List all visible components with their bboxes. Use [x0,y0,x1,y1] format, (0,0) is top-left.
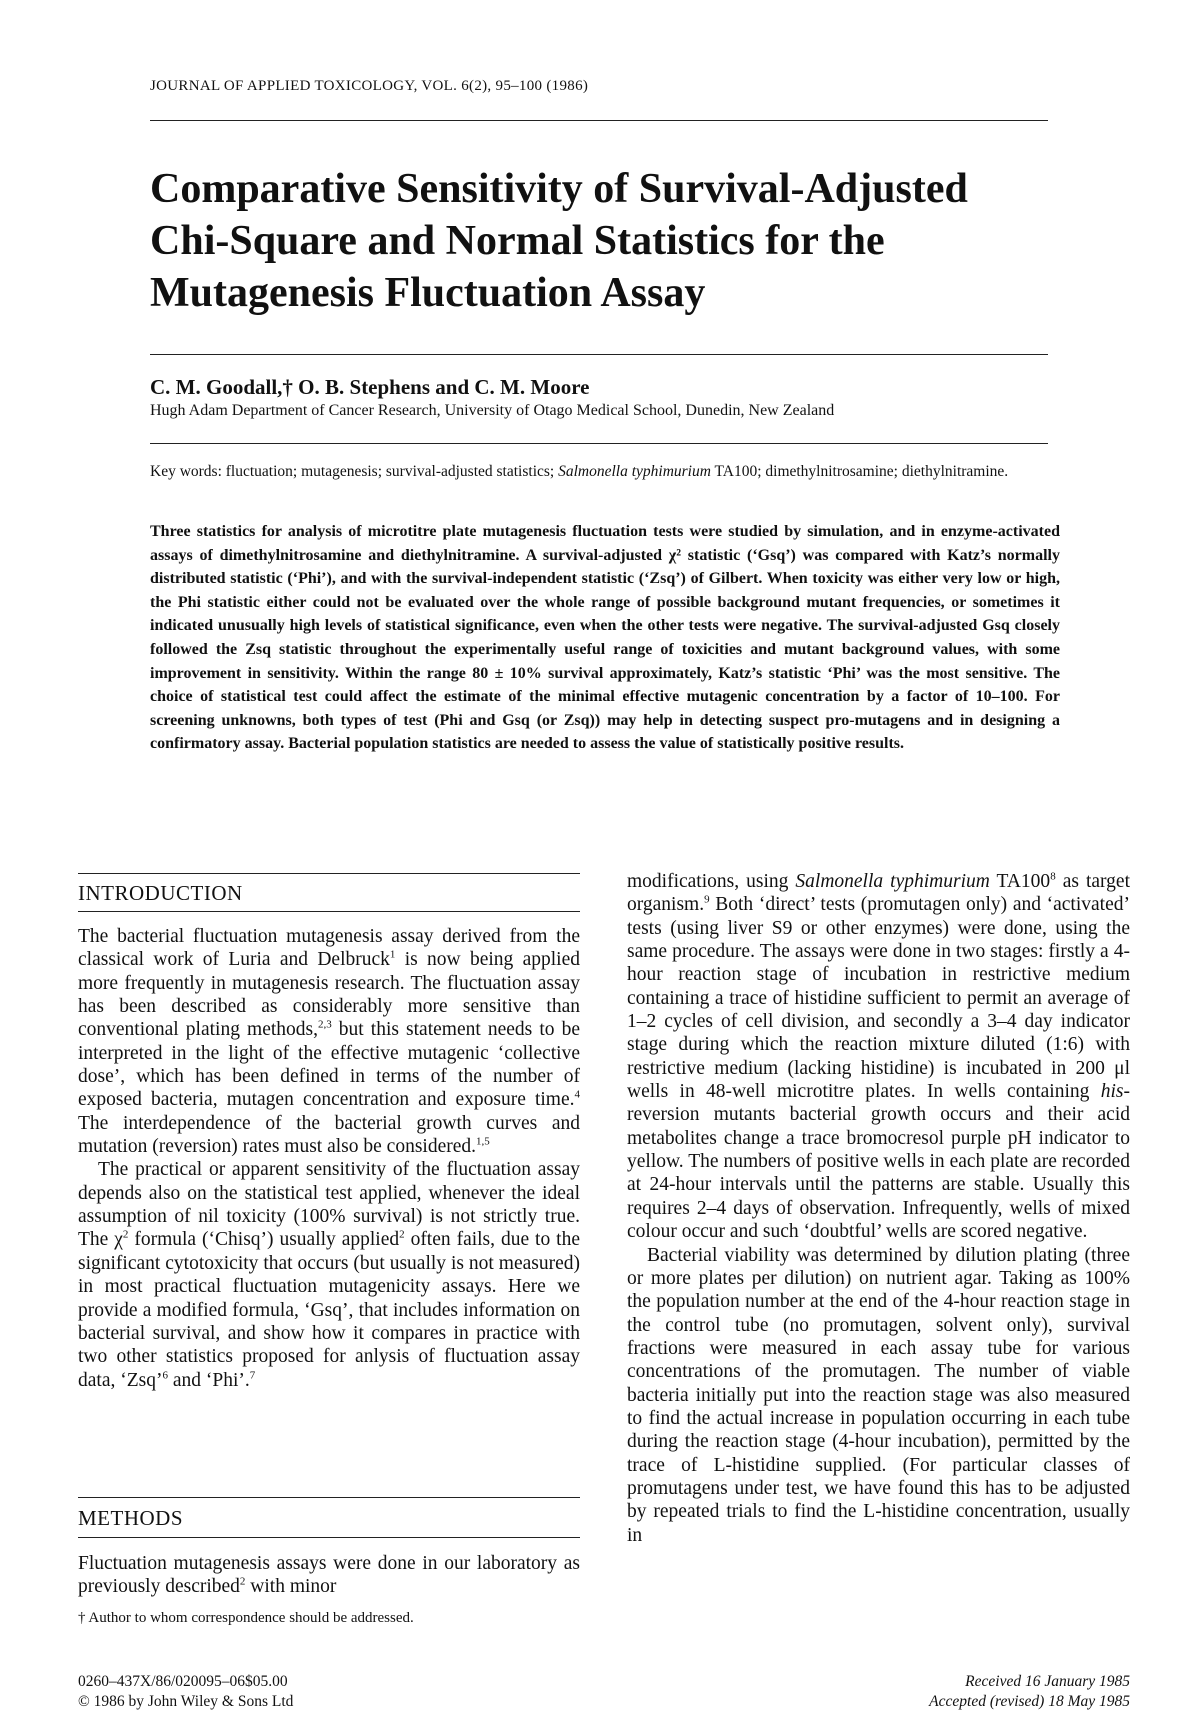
introduction-top-rule [78,873,580,874]
title-rule [150,354,1048,355]
introduction-body [78,925,580,1392]
accepted-date: Accepted (revised) 18 May 1985 [929,1692,1130,1710]
keywords-suffix: TA100; dimethylnitrosamine; diethylnitramine. [710,463,1009,480]
article-title: Comparative Sensitivity of Survival-Adjusted Chi-Square and Normal Statistics for the Mutagenesis Fluctuation Assay [150,166,968,316]
methods-top-rule [78,1497,580,1498]
methods-paragraph-2: modifications, using Salmonella typhimurium $TA100^8$ as target organism.$^9$ Both ‘direct’ tests (promutagen only) and ‘activated’ tests (using liver S9 or other enzymes) were done, using the same procedure. The assays were done in two stages: firstly a 4-hour reaction stage of incubation in restrictive medium containing a trace of histidine sufficient to permit an average of 1–2 cycles of cell division, and secondly a 3–4 day indicator stage during which the reaction mixture diluted (1:6) with restrictive medium (lacking histidine) is incubated in 200 μl wells in 48-well microtitre plates. In wells containing his-reversion mutants bacterial growth occurs and their acid metabolites change a trace bromocresol purple pH indicator to yellow. The numbers of positive wells in each plate are recorded at 24-hour intervals until the patterns are stable. Usually this requires 2–4 days of observation. Infrequently, wells of mixed colour occur and such ‘doubtful’ wells are scored negative. [627,870,1130,1243]
received-date: Received 16 January 1985 [965,1673,1130,1690]
keywords [150,462,1045,481]
methods-paragraph-1: Fluctuation mutagenesis assays were done in our laboratory as previously described$^2$ with minor [78,1553,580,1598]
methods-heading: METHODS [78,1506,184,1530]
correspondence-footnote: † Author to whom correspondence should be addressed. [78,1610,414,1626]
methods-body [78,1552,580,1599]
received-dates [929,1672,1130,1711]
methods-bottom-rule [78,1537,580,1538]
copyright-block [78,1672,293,1711]
introduction-paragraph-1: The bacterial fluctuation mutagenesis assay derived from the classical work of Luria and Delbruck$^1$ is now being applied more frequently in mutagenesis research. The fluctuation assay has been described as considerably more sensitive than conventional plating methods,$^{2,3}$ but this statement needs to be interpreted in the light of the effective mutagenic ‘collective dose’, which has been defined in terms of the number of exposed bacteria, mutagen concentration and exposure time.$^4$ The interdependence of the bacterial growth curves and mutation (reversion) rates must also be considered.$^{1,5}$ [78,926,580,1158]
running-head: JOURNAL OF APPLIED TOXICOLOGY, VOL. 6(2), 95–100 (1986) [150,78,589,94]
copyright-notice: © 1986 by John Wiley & Sons Ltd [78,1692,294,1710]
introduction-paragraph-2: The practical or apparent sensitivity of the fluctuation assay depends also on the statistical test applied, whenever the ideal assumption of nil toxicity (100% survival) is not strictly true. The $\chi^2$ formula (‘Chisq’) usually applied$^2$ often fails, due to the significant cytotoxicity that occurs (but usually is not measured) in most practical fluctuation mutagenicity assays. Here we provide a modified formula, ‘Gsq’, that includes information on bacterial survival, and show how it compares in practice with two other statistics proposed for anlysis of fluctuation assay data, ‘Zsq’$^6$ and ‘Phi’.$^7$ [78,1159,580,1391]
methods-continued-body [627,870,1130,1547]
affiliation: Hugh Adam Department of Cancer Research, University of Otago Medical School, Dunedin, New Zealand [150,402,835,419]
methods-paragraph-3: Bacterial viability was determined by dilution plating (three or more plates per dilution) on nutrient agar. Taking as 100% the population number at the end of the 4-hour reaction stage in the control tube (no promutagen, solvent only), survival fractions were measured in each assay tube for various concentrations of the promutagen. The number of viable bacteria initially put into the reaction stage was also measured to find the actual increase in population occurring in each tube during the reaction stage (4-hour incubation), permitted by the trace of L-histidine supplied. (For particular classes of promutagens under test, we have found this has to be adjusted by repeated trials to find the L-histidine concentration, usually in [627,1244,1130,1546]
introduction-heading: INTRODUCTION [78,881,243,905]
issn-price: 0260–437X/86/020095–06$05.00 [78,1673,288,1690]
header-rule [150,120,1048,121]
author-list: C. M. Goodall,† O. B. Stephens and C. M. Moore [150,375,590,399]
introduction-bottom-rule [78,911,580,912]
abstract: Three statistics for analysis of microtitre plate mutagenesis fluctuation tests were studied by simulation, and in enzyme-activated assays of dimethylnitrosamine and diethylnitramine. A survival-adjusted χ² statistic (‘Gsq’) was compared with Katz’s normally distributed statistic (‘Phi’), and with the survival-independent statistic (‘Zsq’) of Gilbert. When toxicity was either very low or high, the Phi statistic either could not be evaluated over the whole range of possible background mutant frequencies, or sometimes it indicated unusually high levels of statistical significance, even when the other tests were negative. The survival-adjusted Gsq closely followed the Zsq statistic throughout the experimentally useful range of toxicities and mutant background values, with some improvement in sensitivity. Within the range 80 ± 10% survival approximately, Katz’s statistic ‘Phi’ was the most sensitive. The choice of statistical test could affect the estimate of the minimal effective mutagenic concentration by a factor of 10–100. For screening unknowns, both types of test (Phi and Gsq (or Zsq)) may help in detecting suspect pro-mutagens and in designing a confirmatory assay. Bacterial population statistics are needed to assess the value of statistically positive results. [150,523,1060,753]
keywords-prefix: Key words: fluctuation; mutagenesis; survival-adjusted statistics; [150,463,559,480]
keywords-organism: Salmonella typhimurium [558,463,711,480]
affiliation-rule [150,443,1048,444]
